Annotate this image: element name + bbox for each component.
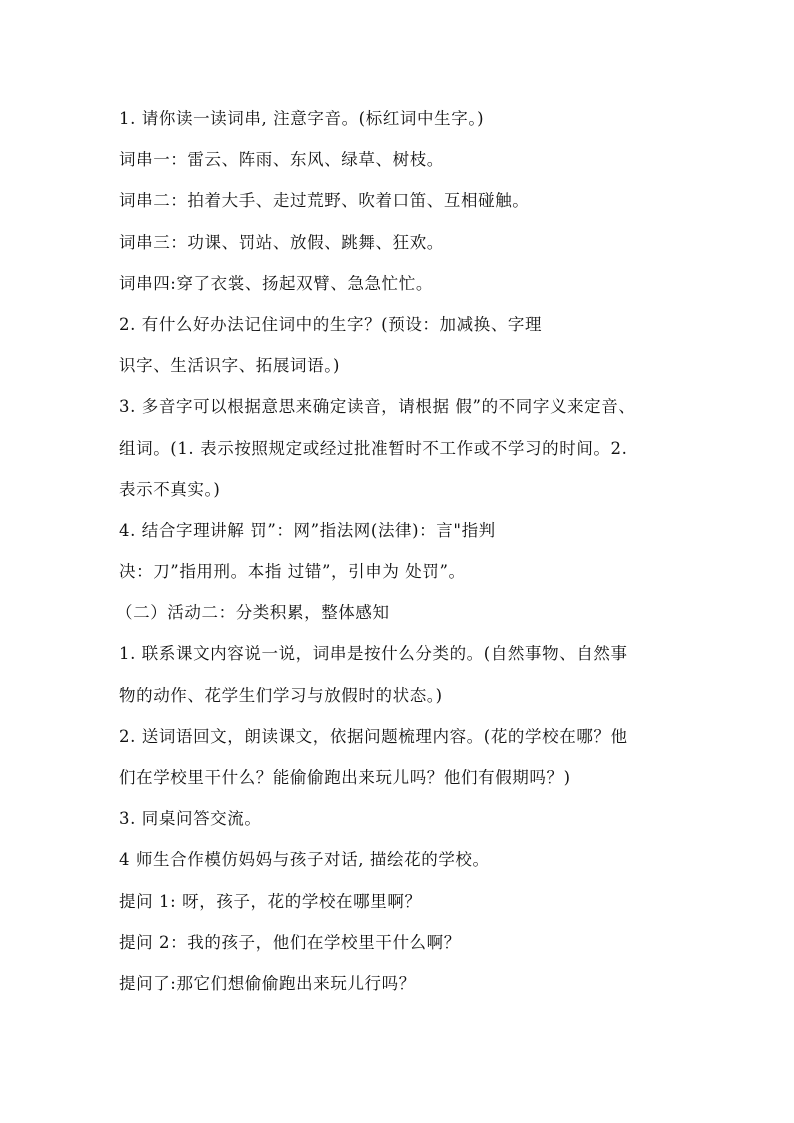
section-heading: （二）活动二：分类积累，整体感知 [116, 603, 390, 623]
paragraph-line: 3. 多音字可以根据意思来确定读音，请根据 假”的不同字义来定音、 [119, 397, 636, 417]
paragraph-line: 2. 送词语回文，朗读课文，依据问题梳理内容。(花的学校在哪？他 [119, 726, 628, 746]
paragraph-line: 们在学校里干什么？能偷偷跑出来玩儿吗？他们有假期吗？) [119, 768, 571, 787]
paragraph-line: 决：刀”指用刑。本指 过错”，引申为 处罚”。 [119, 562, 466, 582]
paragraph-line: 物的动作、花学生们学习与放假时的状态。) [119, 685, 443, 705]
paragraph-line: 词串二：拍着大手、走过荒野、吹着口笛、互相碰触。 [119, 191, 530, 211]
paragraph-line: 1. 联系课文内容说一说，词串是按什么分类的。(自然事物、自然事 [119, 644, 628, 664]
paragraph-line: 提问了:那它们想偷偷跑出来玩儿行吗？ [119, 973, 416, 993]
paragraph-line: 1. 请你读一读词串, 注意字音。(标红词中生字。) [119, 109, 485, 128]
paragraph-line: 组词。(1. 表示按照规定或经过批准暂时不工作或不学习的时间。2. [119, 438, 628, 458]
paragraph-line: 提问 1: 呀，孩子，花的学校在哪里啊？ [119, 891, 422, 911]
document-body [116, 104, 704, 1010]
paragraph-line: 3. 同桌问答交流。 [119, 809, 262, 829]
paragraph-line: 4. 结合字理讲解 罚”：网”指法网(法律)：言"指判 [119, 520, 496, 540]
paragraph-line: 提问 2：我的孩子，他们在学校里干什么啊？ [119, 932, 461, 952]
paragraph-line: 2. 有什么好办法记住词中的生字？(预设：加减换、字理 [119, 314, 543, 334]
paragraph-line: 词串一：雷云、阵雨、东风、绿草、树枝。 [119, 150, 444, 170]
paragraph-line: 词串三：功课、罚站、放假、跳舞、狂欢。 [119, 232, 444, 252]
paragraph-line: 表示不真实。) [119, 479, 221, 499]
paragraph-line: 识字、生活识字、拓展词语。) [119, 356, 341, 376]
paragraph-line: 4 师生合作模仿妈妈与孩子对话, 描绘花的学校。 [119, 850, 490, 870]
paragraph-line: 词串四:穿了衣裳、扬起双臂、急急忙忙。 [119, 273, 433, 293]
